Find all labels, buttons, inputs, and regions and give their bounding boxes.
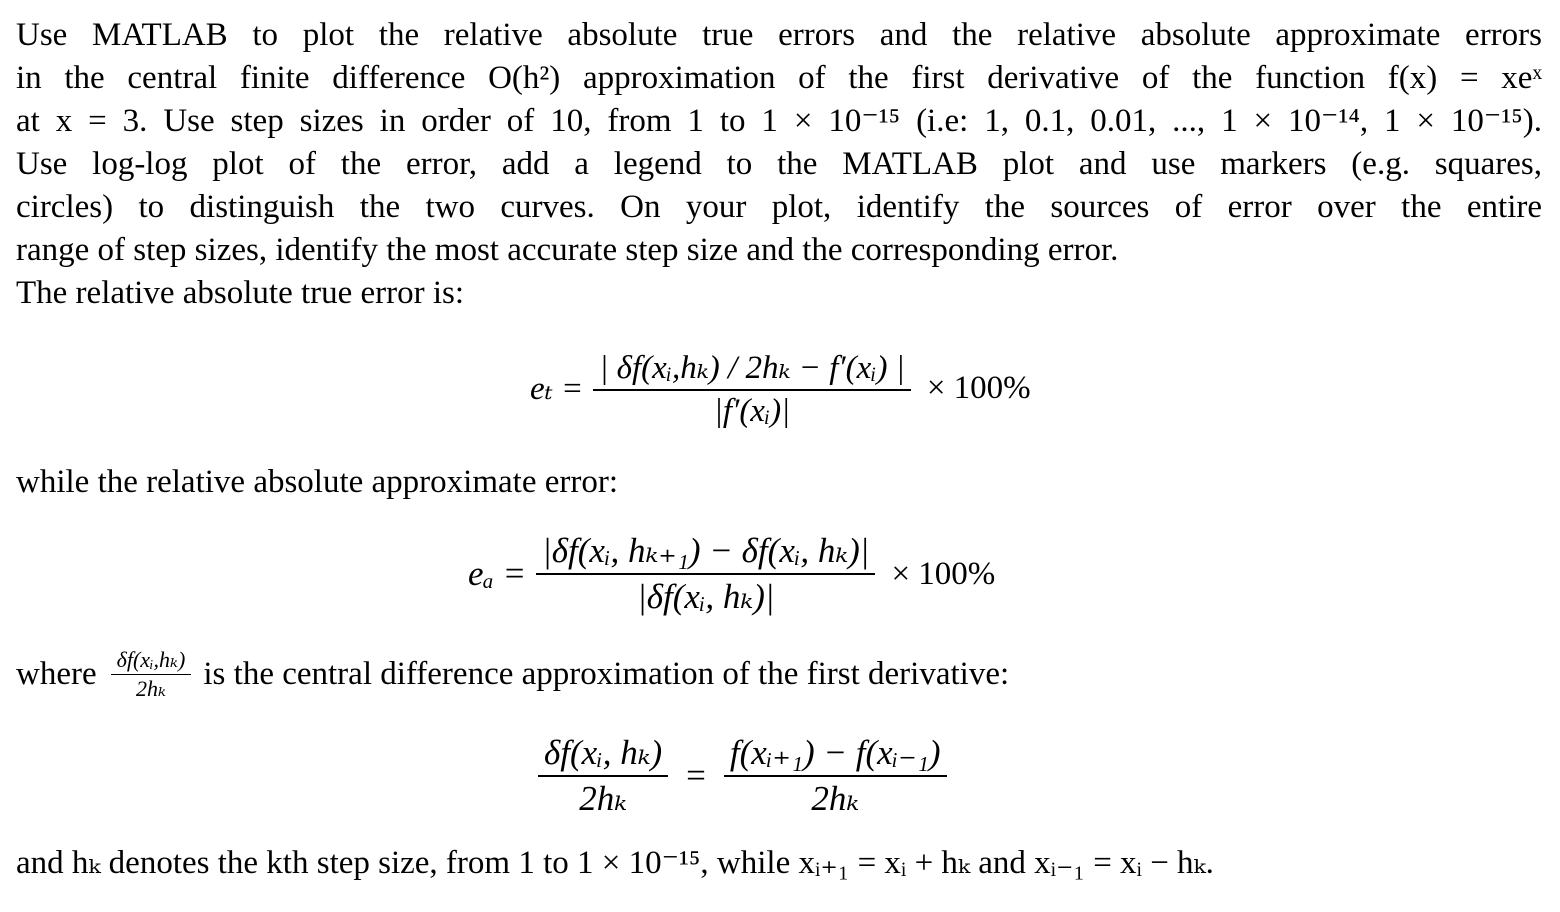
central-difference-lhs-denominator: 2hₖ	[579, 779, 627, 818]
inline-fraction	[111, 648, 192, 701]
where-prefix: where	[16, 655, 97, 692]
central-difference-lhs-numerator: δf(xᵢ, hₖ)	[538, 733, 668, 777]
approx-error-equation	[468, 524, 995, 624]
intro-paragraph	[16, 14, 1542, 272]
intro-line-3: at x = 3. Use step sizes in order of 10, from 1 to 1 × 10⁻¹⁵ (i.e: 1, 0.1, 0.01, ..., 1 × 10⁻¹⁴, 1 × 10⁻¹⁵).	[16, 103, 1542, 139]
where-suffix: is the central difference approximation of the first derivative:	[203, 655, 1010, 692]
true-error-equation	[530, 333, 1031, 443]
intro-line-2: in the central finite difference O(h²) approximation of the first derivative of the function f(x) = xeˣ	[16, 60, 1542, 96]
intro-line-4: Use log-log plot of the error, add a legend to the MATLAB plot and use markers (e.g. squares,	[16, 146, 1542, 182]
approx-error-fraction	[536, 531, 875, 617]
final-line: and hₖ denotes the kth step size, from 1 to 1 × 10⁻¹⁵, while xᵢ₊₁ = xᵢ + hₖ and xᵢ₋₁ = xᵢ − hₖ.	[16, 845, 1214, 881]
central-difference-rhs-numerator: f(xᵢ₊₁) − f(xᵢ₋₁)	[724, 733, 947, 777]
intro-line-6: range of step sizes, identify the most accurate step size and the corresponding error.	[16, 232, 1119, 268]
where-line	[16, 644, 1009, 704]
central-difference-lhs	[538, 733, 668, 819]
inline-fraction-denominator: 2hₖ	[135, 675, 167, 701]
true-error-denominator: |f′(xᵢ)|	[713, 392, 791, 429]
true-error-intro: The relative absolute true error is:	[16, 275, 465, 311]
central-difference-equation	[532, 726, 953, 826]
central-difference-rhs	[724, 733, 947, 819]
inline-fraction-numerator: δf(xᵢ,hₖ)	[111, 648, 192, 675]
true-error-lhs: eₜ =	[530, 371, 584, 407]
central-difference-rhs-denominator: 2hₖ	[811, 779, 860, 818]
approx-error-lhs: eₐ =	[468, 554, 527, 593]
problem-text	[16, 14, 1542, 315]
true-error-factor: × 100%	[926, 369, 1031, 406]
approx-error-intro: while the relative absolute approximate error:	[16, 464, 619, 500]
approx-error-denominator: |δf(xᵢ, hₖ)|	[637, 577, 775, 616]
central-difference-equals: =	[686, 756, 706, 795]
true-error-fraction	[593, 347, 911, 430]
true-error-numerator: | δf(xᵢ,hₖ) / 2hₖ − f′(xᵢ) |	[593, 347, 911, 391]
approx-error-numerator: |δf(xᵢ, hₖ₊₁) − δf(xᵢ, hₖ)|	[536, 531, 875, 575]
approx-error-factor: × 100%	[891, 555, 996, 592]
intro-line-1: Use MATLAB to plot the relative absolute true errors and the relative absolute approximate errors	[16, 17, 1542, 53]
intro-line-5: circles) to distinguish the two curves. On your plot, identify the sources of error over the entire	[16, 189, 1542, 225]
